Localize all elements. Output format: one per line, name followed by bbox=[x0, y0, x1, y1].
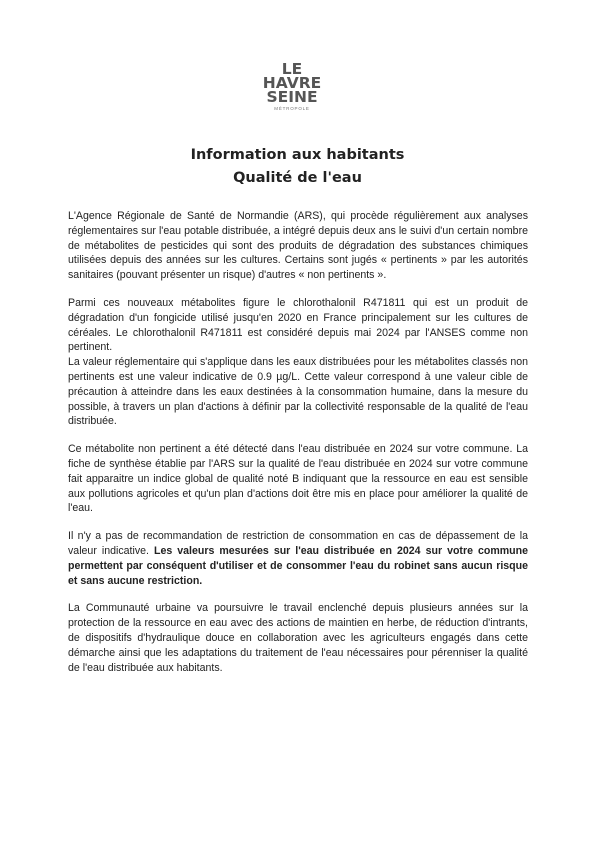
paragraph-detection: Ce métabolite non pertinent a été détecté dans l'eau distribuée en 2024 sur votre commune. La fiche de synthèse établie par l'ARS sur la qualité de l'eau distribuée en 2024 sur votre commune fait apparaitre un indice global de qualité noté B indiquant que la ressource en eau est sensible aux pollutions agricoles et qu'un plan d'actions doit être mis en place pour améliorer la qualité de l'eau. bbox=[68, 443, 528, 515]
document-body bbox=[68, 209, 528, 688]
safe-consumption-statement: Les valeurs mesurées sur l'eau distribuée en 2024 sur votre commune permettent par conséquent d'utiliser et de consommer l'eau du robinet sans aucun risque et sans aucune restriction. bbox=[68, 544, 529, 587]
no-restriction-text: Il n'y a pas de recommandation de restriction de consommation en cas de dépassement de la valeur indicative. bbox=[68, 530, 528, 557]
paragraph-community-actions: La Communauté urbaine va poursuivre le travail enclenché depuis plusieurs années sur la protection de la ressource en eau avec des actions de maintien en herbe, de réduction d'intrants, de dispositifs d'hydraulique douce en collaboration avec les agriculteurs engagés dans cette démarche ainsi que les adaptations du traitement de l'eau nécessaires pour pérenniser la qualité de l'eau distribuée aux habitants. bbox=[68, 602, 528, 674]
paragraph-regulatory-value: La valeur réglementaire qui s'applique dans les eaux distribuées pour les métabolites classés non pertinents est une valeur indicative de 0.9 µg/L. Cette valeur correspond à une valeur cible de précaution à atteindre dans les eaux destinées à la consommation humaine, dans la mesure du possible, à travers un plan d'actions à définir par la collectivité responsable de la qualité de l'eau distribuée. bbox=[68, 356, 528, 428]
paragraph-no-restriction bbox=[68, 529, 528, 588]
logo-line-seine: SEINE bbox=[266, 88, 318, 106]
logo-line-havre: HAVRE bbox=[262, 74, 322, 92]
paragraph-chlorothalonil: Parmi ces nouveaux métabolites figure le chlorothalonil R471811 qui est un produit de dégradation d'un fongicide utilisé jusqu'en 2020 en France principalement sur les cultures de céréales. Le chlorothalonil R471811 est considéré depuis mai 2024 par l'ANSES comme non pertinent. bbox=[68, 296, 528, 354]
document-title: Information aux habitants bbox=[190, 147, 405, 163]
document-subtitle: Qualité de l'eau bbox=[233, 170, 362, 186]
logo-line-metropole: MÉTROPOLE bbox=[274, 106, 310, 111]
logo-line-le: LE bbox=[281, 60, 303, 78]
paragraph-ars-monitoring: L'Agence Régionale de Santé de Normandie (ARS), qui procède régulièrement aux analyses réglementaires sur l'eau potable distribuée, a intégré depuis deux ans le suivi d'un certain nombre de métabolites de pesticides qui sont des produits de dégradation des substances chimiques utilisées depuis des années sur les cultures. Certains sont jugés « pertinents » par les autorités sanitaires (pouvant présenter un risque) d'autres « non pertinents ». bbox=[68, 210, 528, 282]
metropole-logo bbox=[256, 62, 328, 111]
